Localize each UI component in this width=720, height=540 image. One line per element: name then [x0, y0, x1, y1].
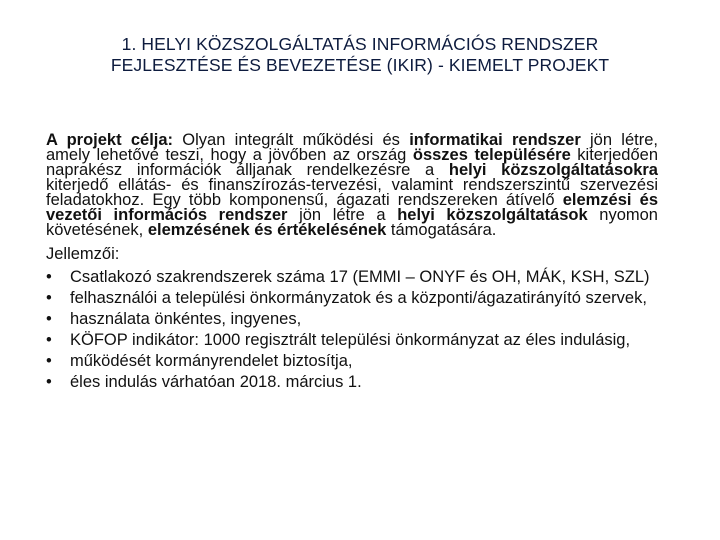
goal-label: A projekt célja: [46, 131, 174, 149]
intro-text-4: kiterjedő ellátás- és finanszírozás-tervezési, valamint rendszerszintű szervezési feladatokhoz. Egy több komponensű, ágazati rendszereken átívelő [46, 176, 658, 209]
intro-bold-2: összes településére [412, 146, 571, 164]
list-item-text: KÖFOP indikátor: 1000 regisztrált települési önkormányzat az éles indulásig, [70, 331, 631, 349]
list-item [46, 270, 658, 285]
bullet-icon: • [46, 352, 52, 370]
project-goal-paragraph [46, 133, 658, 238]
intro-text-7: támogatására. [386, 221, 497, 239]
bullet-icon: • [46, 268, 52, 286]
bullet-icon: • [46, 373, 52, 391]
intro-text-6: nyomon követésének, [46, 206, 658, 239]
intro-bold-3: helyi közszolgáltatásokra [448, 161, 658, 179]
bullet-icon: • [46, 331, 52, 349]
slide-title-line-2: FEJLESZTÉSE ÉS BEVEZETÉSE (IKIR) - KIEMELT PROJEKT [110, 55, 610, 75]
list-item-text: éles indulás várhatóan 2018. március 1. [70, 373, 362, 391]
bullet-icon: • [46, 289, 52, 307]
features-label: Jellemzői: [46, 245, 120, 263]
intro-bold-4: elemzési és vezetői információs rendszer [46, 191, 658, 224]
intro-bold-5: helyi közszolgáltatások [397, 206, 588, 224]
intro-text-2: jön létre, amely lehetővé teszi, hogy a jövőben az ország [46, 131, 658, 164]
list-item-text: Csatlakozó szakrendszerek száma 17 (EMMI – ONYF és OH, MÁK, KSH, SZL) [70, 268, 650, 286]
list-item-text: használata önkéntes, ingyenes, [70, 310, 302, 328]
list-item [46, 375, 658, 390]
list-item-text: működését kormányrendelet biztosítja, [70, 352, 353, 370]
list-item [46, 312, 658, 327]
slide-title-line-1: 1. HELYI KÖZSZOLGÁLTATÁS INFORMÁCIÓS RENDSZER [121, 34, 599, 54]
list-item-text: felhasználói a települési önkormányzatok és a központi/ágazatirányító szervek, [70, 289, 647, 307]
list-item [46, 354, 658, 369]
intro-text-5: jön létre a [287, 206, 398, 224]
bullet-icon: • [46, 310, 52, 328]
intro-text-3: kiterjedően naprakész információk álljanak rendelkezésre a [46, 146, 659, 179]
intro-bold-6: elemzésének és értékelésének [147, 221, 387, 239]
list-item [46, 333, 658, 348]
features-list [46, 270, 658, 390]
intro-text-1: Olyan integrált működési és [173, 131, 410, 149]
slide-title [40, 34, 680, 76]
slide-body [46, 133, 658, 390]
intro-bold-1: informatikai rendszer [409, 131, 581, 149]
list-item [46, 291, 658, 306]
